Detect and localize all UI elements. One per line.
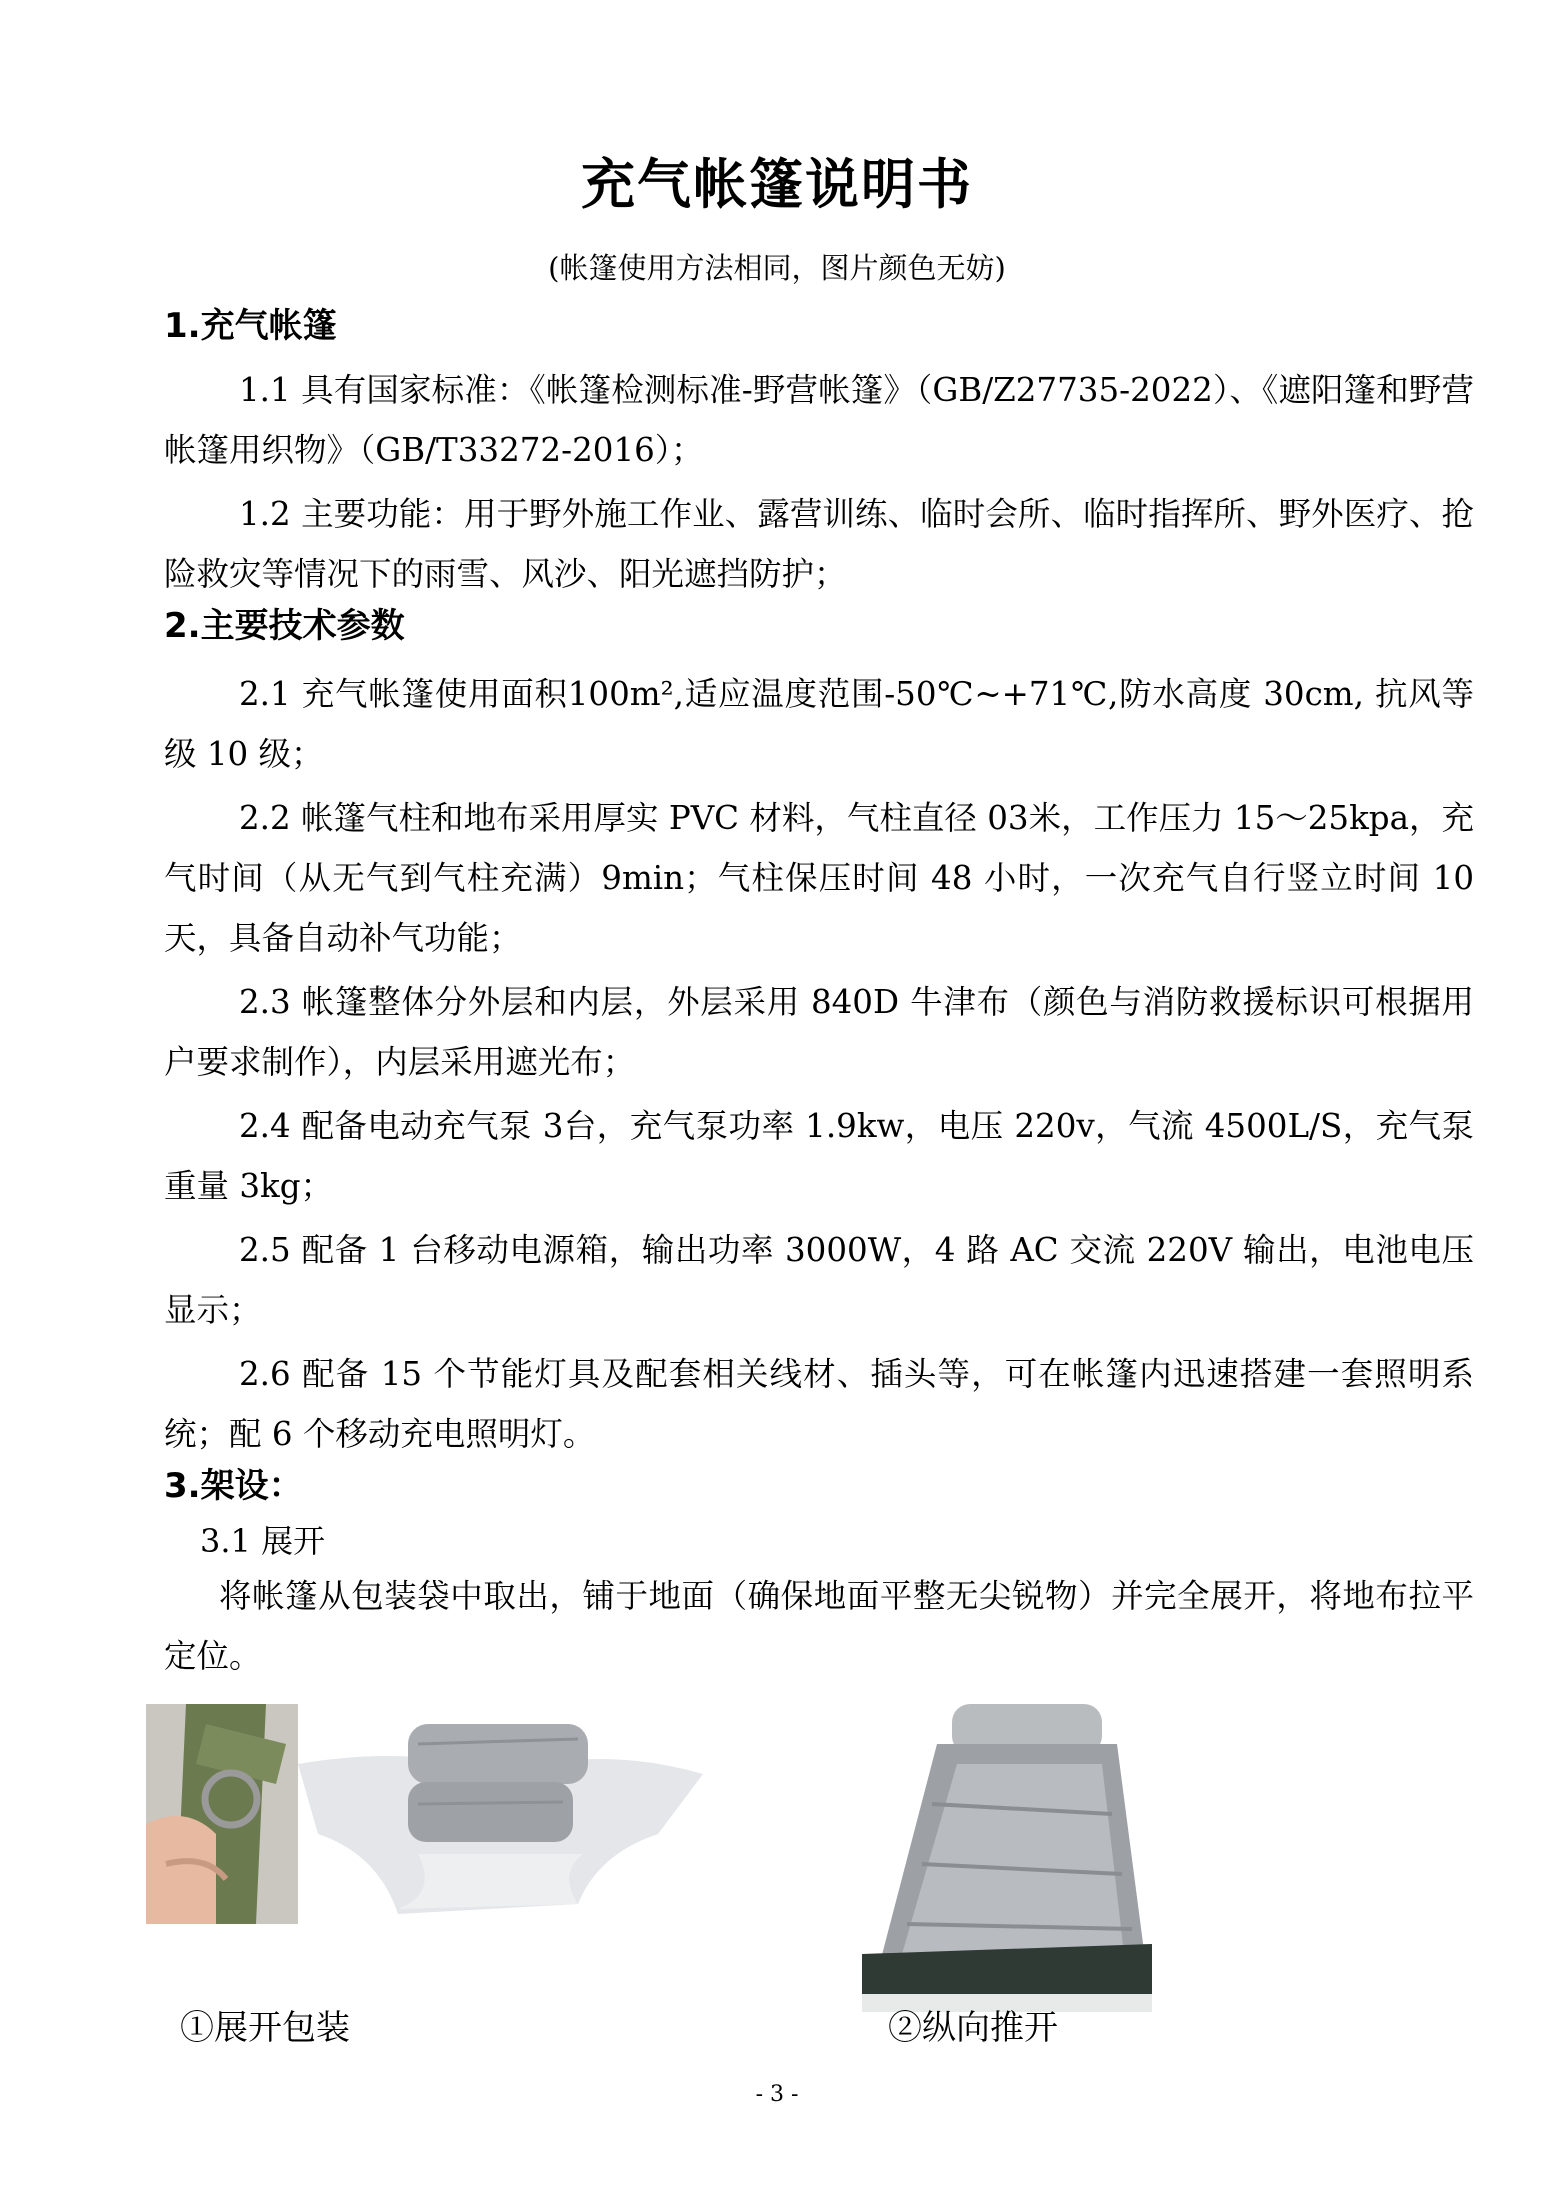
page-title: 充气帐篷说明书 bbox=[581, 153, 973, 216]
rolled-tent-photo bbox=[298, 1704, 703, 1924]
paragraph-2-4: 2.4 配备电动充气泵 3台，充气泵功率 1.9kw，电压 220v，气流 4500L/S，充气泵重量 3kg； bbox=[164, 1107, 1474, 1205]
paragraph-3-1: 将帐篷从包装袋中取出，铺于地面（确保地面平整无尖锐物）并完全展开，将地布拉平定位。 bbox=[164, 1577, 1474, 1675]
section-heading-1: 1.充气帐篷 bbox=[164, 306, 337, 346]
paragraph-2-2: 2.2 帐篷气柱和地布采用厚实 PVC 材料，气柱直径 03米，工作压力 15～25kpa，充气时间（从无气到气柱充满）9min；气柱保压时间 48 小时，一次充气自行竖立时间 10 天，具备自动补气功能； bbox=[164, 799, 1474, 957]
strap-hand-photo bbox=[146, 1704, 298, 1924]
section-heading-3: 3.架设： bbox=[164, 1466, 303, 1506]
page-subtitle: (帐篷使用方法相同，图片颜色无妨) bbox=[548, 251, 1006, 285]
paragraph-2-1: 2.1 充气帐篷使用面积100m²,适应温度范围-50℃~+71℃,防水高度 30cm, 抗风等级 10 级； bbox=[164, 675, 1474, 773]
page-number: - 3 - bbox=[755, 2082, 799, 2107]
paragraph-2-6: 2.6 配备 15 个节能灯具及配套相关线材、插头等，可在帐篷内迅速搭建一套照明系统；配 6 个移动充电照明灯。 bbox=[164, 1355, 1474, 1453]
paragraph-2-3: 2.3 帐篷整体分外层和内层，外层采用 840D 牛津布（颜色与消防救援标识可根据用户要求制作），内层采用遮光布； bbox=[164, 983, 1474, 1081]
paragraph-1-2: 1.2 主要功能：用于野外施工作业、露营训练、临时会所、临时指挥所、野外医疗、抢险救灾等情况下的雨雪、风沙、阳光遮挡防护； bbox=[164, 495, 1474, 593]
paragraph-2-5: 2.5 配备 1 台移动电源箱，输出功率 3000W，4 路 AC 交流 220V 输出，电池电压显示； bbox=[164, 1231, 1474, 1329]
right-figure-caption: ②纵向推开 bbox=[888, 2008, 1058, 2048]
paragraph-1-1: 1.1 具有国家标准：《帐篷检测标准-野营帐篷》（GB/Z27735-2022）、《遮阳篷和野营帐篷用织物》（GB/T33272-2016）； bbox=[164, 371, 1474, 469]
pushed-tent-photo bbox=[862, 1704, 1152, 2012]
subsection-3-1: 3.1 展开 bbox=[200, 1522, 326, 1560]
section-heading-2: 2.主要技术参数 bbox=[164, 606, 405, 646]
left-figure-caption: ①展开包装 bbox=[180, 2008, 350, 2048]
